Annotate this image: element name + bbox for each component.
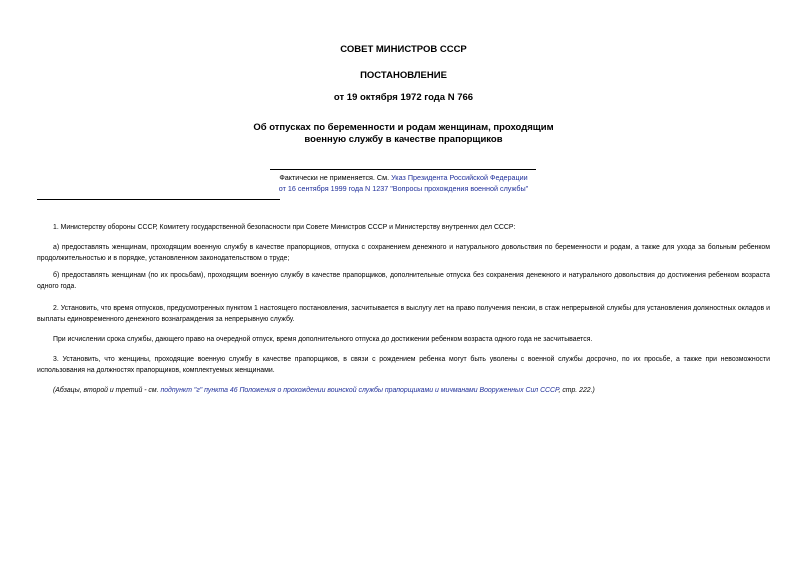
paragraph-1b-text: б) предоставлять женщинам (по их просьбам), проходящим военную службу в качестве прапорщиков, дополнительные отпуска без сохранения денежного и натурального довольствия до достижения ребенком возраста одного года. [37, 272, 770, 290]
decree-link[interactable]: Указ Президента Российской Федерации [391, 173, 528, 182]
editorial-reference [37, 385, 770, 396]
note-top-rule [270, 169, 536, 170]
paragraph-1 [37, 222, 770, 233]
note-text: Фактически не применяется. См. [279, 173, 392, 182]
issuing-authority: СОВЕТ МИНИСТРОВ СССР [340, 44, 467, 55]
paragraph-1a [37, 242, 770, 264]
regulation-link[interactable]: подпункт "г" пункта 46 Положения о прохождении воинской службы прапорщиками и мичманами Вооруженных Сил СССР [160, 387, 559, 394]
document-title [0, 122, 807, 146]
document-type: ПОСТАНОВЛЕНИЕ [360, 70, 447, 81]
paragraph-1a-text: а) предоставлять женщинам, проходящим военную службу в качестве прапорщиков, отпуска с сохранением денежного и натурального довольствия по беременности и родам, а также для ухода за больным ребенком продолжительностью и в порядке, установленном законодательством о труде; [37, 244, 770, 262]
title-line-2: военную службу в качестве прапорщиков [304, 134, 503, 145]
decree-link-continuation[interactable]: от 16 сентября 1999 года N 1237 "Вопросы прохождения военной службы" [278, 184, 529, 193]
paragraph-1b [37, 270, 770, 292]
reference-prefix: (Абзацы, второй и третий - см. [53, 387, 161, 394]
document-date-number: от 19 октября 1972 года N 766 [333, 92, 474, 103]
note-line-1 [0, 172, 807, 183]
paragraph-2 [37, 303, 770, 325]
title-line-1: Об отпусках по беременности и родам женщинам, проходящим [253, 122, 554, 133]
paragraph-2-text: 2. Установить, что время отпусков, предусмотренных пунктом 1 настоящего постановления, засчитывается в выслугу лет на право получения пенсии, в стаж непрерывной службы для установления должностных окладов и выплаты единовременного денежного вознаграждения за непрерывную службу. [37, 305, 770, 323]
paragraph-2-note-text: При исчислении срока службы, дающего право на очередной отпуск, время дополнительного отпуска до достижении ребенком возраста одного года не засчитывается. [53, 336, 593, 343]
paragraph-1-text: 1. Министерству обороны СССР, Комитету государственной безопасности при Совете Министров СССР и Министерству внутренних дел СССР: [53, 224, 516, 231]
paragraph-3 [37, 354, 770, 376]
section-divider [37, 199, 280, 200]
reference-suffix: , стр. 222.) [558, 387, 595, 394]
status-note [0, 172, 807, 194]
paragraph-3-text: 3. Установить, что женщины, проходящие военную службу в качестве прапорщиков, в связи с рождением ребенка могут быть уволены с военной службы досрочно, по их просьбе, а также при невозможности использования на должностях прапорщиков, комплектуемых женщинами. [37, 356, 770, 374]
paragraph-2-note [37, 334, 770, 345]
